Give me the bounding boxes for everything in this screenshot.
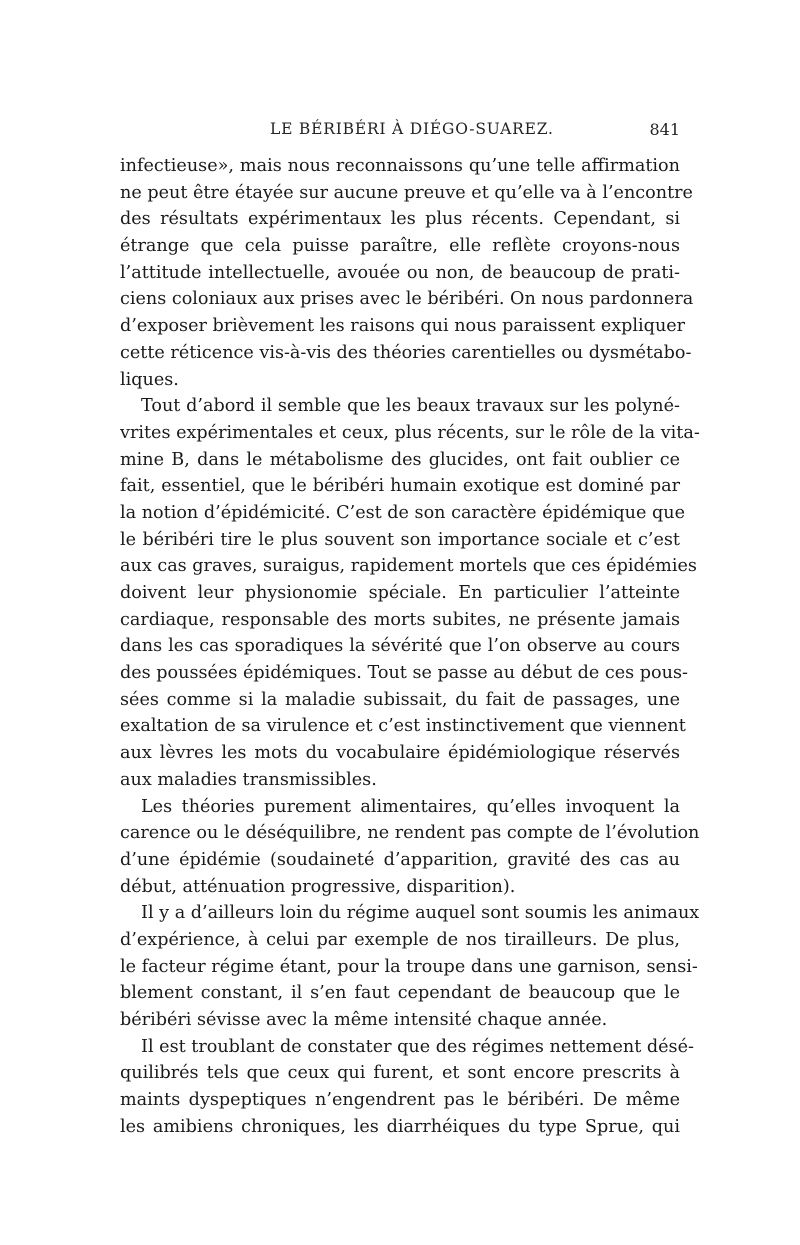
running-header xyxy=(120,120,680,142)
text-line: ciens coloniaux aux prises avec le béribéri. On nous pardonnera xyxy=(120,289,694,310)
text-line: Tout d’abord il semble que les beaux travaux sur les polyné- xyxy=(141,396,680,417)
text-line: les amibiens chroniques, les diarrhéiques du type Sprue, qui xyxy=(120,1116,680,1137)
text-line: cardiaque, responsable des morts subites, ne présente jamais xyxy=(120,609,680,630)
text-line: la notion d’épidémicité. C’est de son caractère épidémique que xyxy=(120,502,685,523)
text-line: exaltation de sa virulence et c’est instinctivement que viennent xyxy=(120,716,686,737)
text-line: maints dyspeptiques n’engendrent pas le béribéri. De même xyxy=(120,1090,680,1111)
text-line: doivent leur physionomie spéciale. En particulier l’atteinte xyxy=(120,583,680,603)
text-line: des poussées épidémiques. Tout se passe au début de ces pous- xyxy=(120,663,688,684)
text-line: des résultats expérimentaux les plus récents. Cependant, si xyxy=(120,209,680,230)
text-line: l’attitude intellectuelle, avouée ou non, de beaucoup de prati- xyxy=(120,262,680,283)
text-line: liques. xyxy=(120,369,179,390)
text-line: aux cas graves, suraigus, rapidement mortels que ces épidémies xyxy=(120,556,697,577)
text-line: d’expérience, à celui par exemple de nos tirailleurs. De plus, xyxy=(120,929,680,950)
text-line: d’une épidémie (soudaineté d’apparition, gravité des cas au xyxy=(120,849,680,870)
text-line: Il y a d’ailleurs loin du régime auquel sont soumis les animaux xyxy=(141,903,700,924)
text-line: carence ou le déséquilibre, ne rendent pas compte de l’évolution xyxy=(120,823,700,844)
text-line: le béribéri tire le plus souvent son importance sociale et c’est xyxy=(120,529,680,550)
text-line: début, atténuation progressive, disparition). xyxy=(120,876,516,897)
text-line: dans les cas sporadiques la sévérité que l’on observe au cours xyxy=(120,636,680,657)
text-line: quilibrés tels que ceux qui furent, et sont encore prescrits à xyxy=(120,1063,680,1084)
text-line: étrange que cela puisse paraître, elle reflète croyons-nous xyxy=(120,236,680,257)
text-line: fait, essentiel, que le béribéri humain exotique est dominé par xyxy=(120,476,680,497)
text-line: blement constant, il s’en faut cependant de beaucoup que le xyxy=(120,983,680,1004)
page-number: 841 xyxy=(649,120,680,139)
text-line: cette réticence vis-à-vis des théories carentielles ou dysmétabo- xyxy=(120,342,692,363)
running-title: LE BÉRIBÉRI À DIÉGO-SUAREZ. xyxy=(270,120,554,138)
text-line: d’exposer brièvement les raisons qui nous paraissent expliquer xyxy=(120,316,686,337)
text-line: aux lèvres les mots du vocabulaire épidémiologique réservés xyxy=(120,743,680,764)
text-line: sées comme si la maladie subissait, du fait de passages, une xyxy=(120,689,680,710)
body-text xyxy=(120,153,700,1140)
text-line: mine B, dans le métabolisme des glucides, ont fait oublier ce xyxy=(120,449,680,470)
text-line: Il est troublant de constater que des régimes nettement désé- xyxy=(141,1036,694,1057)
text-line: aux maladies transmissibles. xyxy=(120,769,377,790)
text-line: infectieuse», mais nous reconnaissons qu’une telle affirmation xyxy=(120,156,680,176)
text-line: Les théories purement alimentaires, qu’elles invoquent la xyxy=(141,796,680,817)
text-line: vrites expérimentales et ceux, plus récents, sur le rôle de la vita- xyxy=(120,422,700,443)
text-line: béribéri sévisse avec la même intensité chaque année. xyxy=(120,1010,608,1030)
text-line: ne peut être étayée sur aucune preuve et qu’elle va à l’encontre xyxy=(120,182,693,203)
text-line: le facteur régime étant, pour la troupe dans une garnison, sensi- xyxy=(120,956,698,977)
